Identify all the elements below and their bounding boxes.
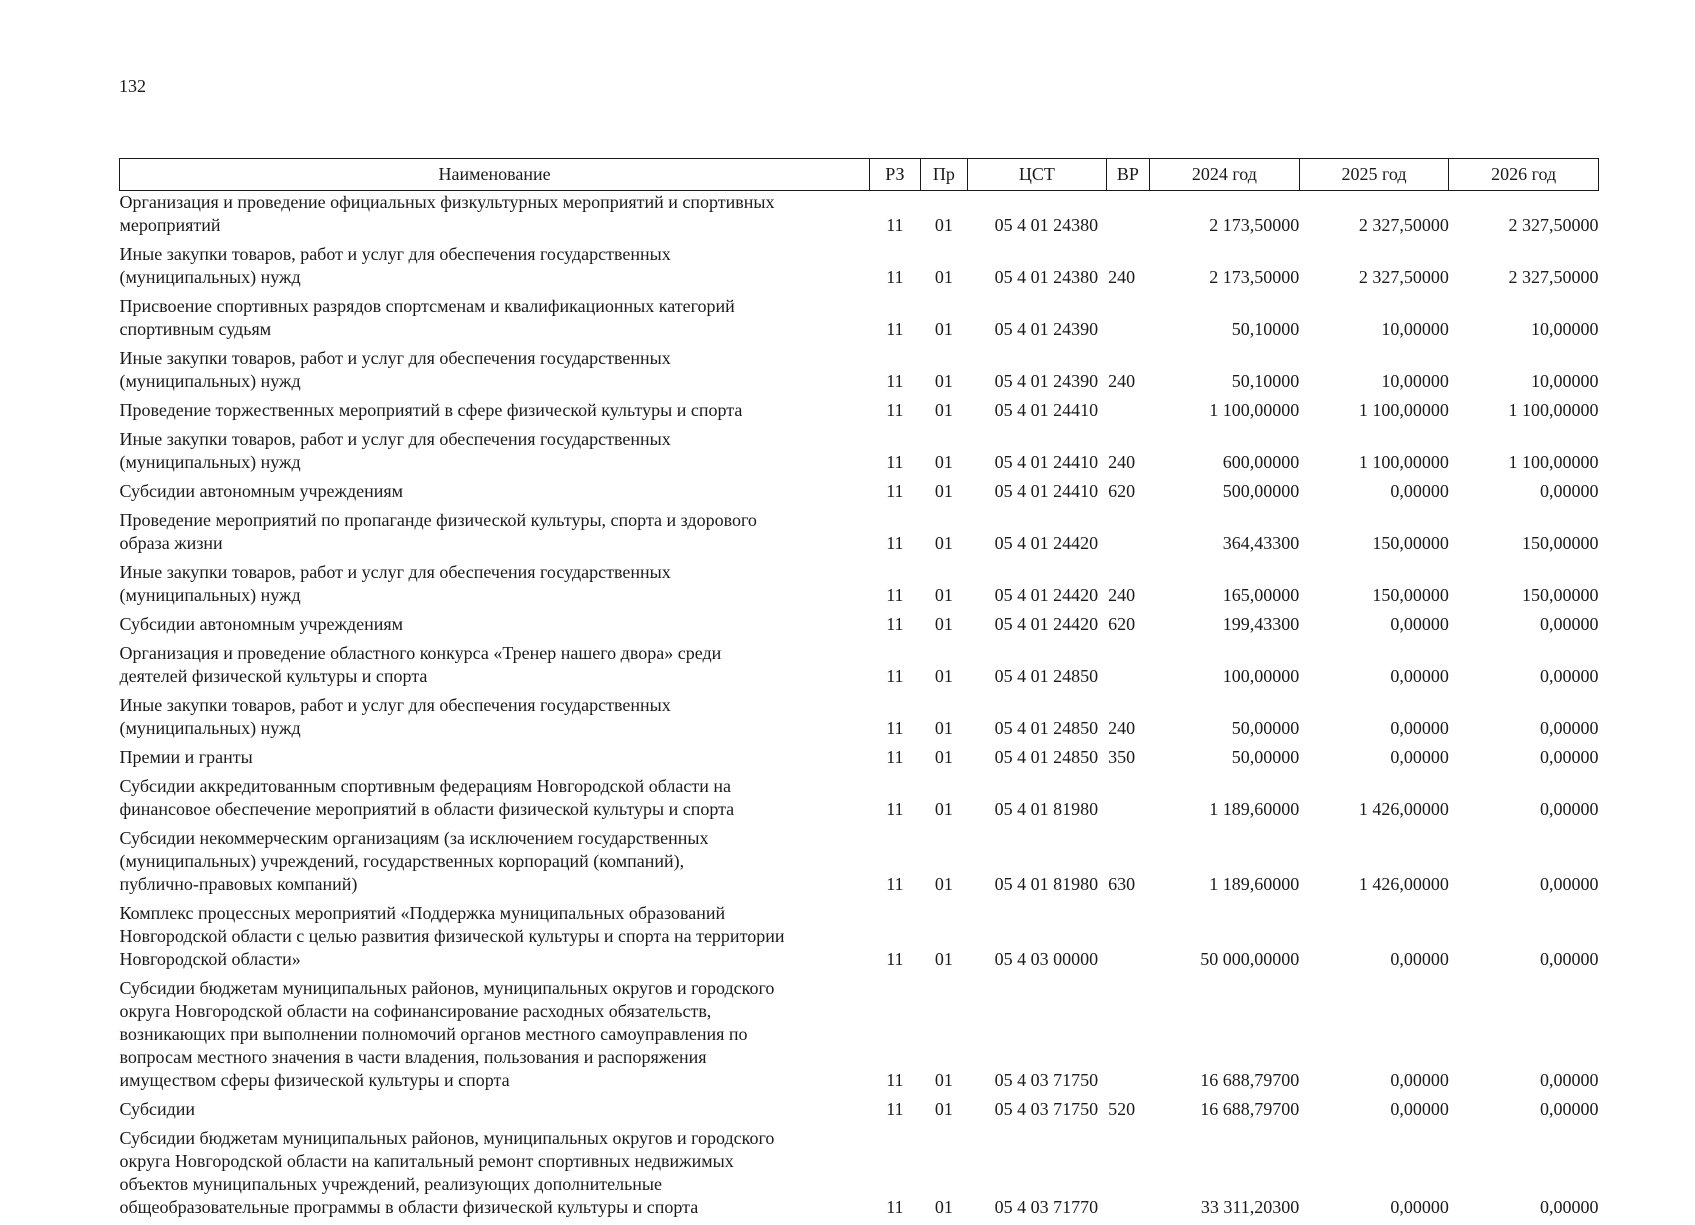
- row-vr: [1106, 509, 1149, 561]
- row-2025: 0,00000: [1299, 642, 1449, 694]
- table-row: [120, 428, 1599, 480]
- row-rz: 11: [870, 191, 921, 244]
- table-row: [120, 480, 1599, 509]
- row-2026: 1 100,00000: [1449, 399, 1599, 428]
- row-2024: 50,00000: [1150, 694, 1300, 746]
- row-rz: 11: [870, 428, 921, 480]
- row-pr: 01: [920, 509, 968, 561]
- row-vr: 240: [1106, 428, 1149, 480]
- row-name: Субсидии: [120, 1098, 870, 1127]
- row-vr: [1106, 977, 1149, 1098]
- header-cst: ЦСТ: [968, 159, 1106, 191]
- row-name: Иные закупки товаров, работ и услуг для обеспечения государственных (муниципальных) нужд: [120, 428, 870, 480]
- row-2025: 0,00000: [1299, 613, 1449, 642]
- row-2025: 1 100,00000: [1299, 399, 1449, 428]
- row-rz: 11: [870, 347, 921, 399]
- table-header-row: [120, 159, 1599, 191]
- table-row: [120, 694, 1599, 746]
- row-rz: 11: [870, 399, 921, 428]
- row-name: Комплекс процессных мероприятий «Поддержка муниципальных образований Новгородской области с целью развития физической культуры и спорта на территории Новгородской области»: [120, 902, 870, 977]
- header-name: Наименование: [120, 159, 870, 191]
- row-pr: 01: [920, 480, 968, 509]
- table-row: [120, 347, 1599, 399]
- row-rz: 11: [870, 613, 921, 642]
- table-row: [120, 1098, 1599, 1127]
- row-rz: 11: [870, 827, 921, 902]
- table-row: [120, 1127, 1599, 1225]
- row-2025: 10,00000: [1299, 295, 1449, 347]
- table-body: [120, 191, 1599, 1225]
- row-vr: 240: [1106, 561, 1149, 613]
- row-2025: 0,00000: [1299, 694, 1449, 746]
- row-2024: 500,00000: [1150, 480, 1300, 509]
- row-pr: 01: [920, 347, 968, 399]
- row-cst: 05 4 01 24410: [968, 399, 1106, 428]
- row-2025: 0,00000: [1299, 977, 1449, 1098]
- row-2026: 150,00000: [1449, 509, 1599, 561]
- row-2026: 1 100,00000: [1449, 428, 1599, 480]
- row-name: Субсидии бюджетам муниципальных районов, муниципальных округов и городского округа Новгородской области на софинансирование расходных обязательств, возникающих при выполнении полномочий органов местного самоуправления по вопросам местного значения в части владения, пользования и распоряжения имуществом сферы физической культуры и спорта: [120, 977, 870, 1098]
- row-2024: 100,00000: [1150, 642, 1300, 694]
- row-2024: 199,43300: [1150, 613, 1300, 642]
- table-row: [120, 775, 1599, 827]
- row-name: Проведение мероприятий по пропаганде физической культуры, спорта и здорового образа жизни: [120, 509, 870, 561]
- row-2025: 1 426,00000: [1299, 775, 1449, 827]
- row-2024: 50 000,00000: [1150, 902, 1300, 977]
- row-2024: 1 189,60000: [1150, 775, 1300, 827]
- row-vr: 630: [1106, 827, 1149, 902]
- table-row: [120, 827, 1599, 902]
- row-cst: 05 4 01 24410: [968, 428, 1106, 480]
- row-pr: 01: [920, 399, 968, 428]
- row-2026: 0,00000: [1449, 694, 1599, 746]
- row-cst: 05 4 01 81980: [968, 827, 1106, 902]
- header-pr: Пр: [920, 159, 968, 191]
- row-2025: 150,00000: [1299, 561, 1449, 613]
- row-pr: 01: [920, 902, 968, 977]
- header-2026: 2026 год: [1449, 159, 1599, 191]
- row-2024: 50,00000: [1150, 746, 1300, 775]
- row-2026: 10,00000: [1449, 347, 1599, 399]
- row-cst: 05 4 01 24380: [968, 243, 1106, 295]
- row-pr: 01: [920, 295, 968, 347]
- row-pr: 01: [920, 977, 968, 1098]
- row-2026: 0,00000: [1449, 827, 1599, 902]
- table-row: [120, 746, 1599, 775]
- row-rz: 11: [870, 694, 921, 746]
- row-2026: 10,00000: [1449, 295, 1599, 347]
- row-2025: 2 327,50000: [1299, 243, 1449, 295]
- row-cst: 05 4 01 24420: [968, 613, 1106, 642]
- row-name: Иные закупки товаров, работ и услуг для обеспечения государственных (муниципальных) нужд: [120, 694, 870, 746]
- row-name: Иные закупки товаров, работ и услуг для обеспечения государственных (муниципальных) нужд: [120, 561, 870, 613]
- row-rz: 11: [870, 509, 921, 561]
- table-row: [120, 399, 1599, 428]
- row-vr: [1106, 902, 1149, 977]
- row-2026: 2 327,50000: [1449, 243, 1599, 295]
- row-2024: 16 688,79700: [1150, 1098, 1300, 1127]
- row-cst: 05 4 03 71750: [968, 977, 1106, 1098]
- row-2026: 0,00000: [1449, 1098, 1599, 1127]
- row-name: Организация и проведение областного конкурса «Тренер нашего двора» среди деятелей физической культуры и спорта: [120, 642, 870, 694]
- row-vr: 240: [1106, 347, 1149, 399]
- row-cst: 05 4 01 24390: [968, 347, 1106, 399]
- row-name: Иные закупки товаров, работ и услуг для обеспечения государственных (муниципальных) нужд: [120, 347, 870, 399]
- row-vr: [1106, 295, 1149, 347]
- row-2024: 165,00000: [1150, 561, 1300, 613]
- row-vr: 240: [1106, 243, 1149, 295]
- row-2024: 600,00000: [1150, 428, 1300, 480]
- row-cst: 05 4 01 24390: [968, 295, 1106, 347]
- row-2025: 1 426,00000: [1299, 827, 1449, 902]
- row-vr: [1106, 775, 1149, 827]
- row-vr: 620: [1106, 480, 1149, 509]
- header-vr: ВР: [1106, 159, 1149, 191]
- row-2024: 16 688,79700: [1150, 977, 1300, 1098]
- table-row: [120, 642, 1599, 694]
- row-pr: 01: [920, 613, 968, 642]
- row-name: Присвоение спортивных разрядов спортсменам и квалификационных категорий спортивным судьям: [120, 295, 870, 347]
- row-pr: 01: [920, 694, 968, 746]
- row-2026: 0,00000: [1449, 1127, 1599, 1225]
- row-2025: 0,00000: [1299, 902, 1449, 977]
- header-2025: 2025 год: [1299, 159, 1449, 191]
- row-cst: 05 4 01 24850: [968, 642, 1106, 694]
- row-pr: 01: [920, 775, 968, 827]
- row-vr: [1106, 399, 1149, 428]
- row-cst: 05 4 01 24410: [968, 480, 1106, 509]
- row-name: Проведение торжественных мероприятий в сфере физической культуры и спорта: [120, 399, 870, 428]
- row-2026: 0,00000: [1449, 977, 1599, 1098]
- row-name: Субсидии автономным учреждениям: [120, 613, 870, 642]
- row-2026: 0,00000: [1449, 642, 1599, 694]
- table-row: [120, 561, 1599, 613]
- table-row: [120, 243, 1599, 295]
- row-pr: 01: [920, 428, 968, 480]
- row-pr: 01: [920, 1098, 968, 1127]
- row-vr: [1106, 191, 1149, 244]
- row-cst: 05 4 03 71770: [968, 1127, 1106, 1225]
- row-2024: 2 173,50000: [1150, 191, 1300, 244]
- row-rz: 11: [870, 1098, 921, 1127]
- row-2025: 150,00000: [1299, 509, 1449, 561]
- row-pr: 01: [920, 191, 968, 244]
- row-pr: 01: [920, 243, 968, 295]
- row-pr: 01: [920, 1127, 968, 1225]
- row-2025: 10,00000: [1299, 347, 1449, 399]
- row-2026: 0,00000: [1449, 613, 1599, 642]
- row-rz: 11: [870, 746, 921, 775]
- row-vr: 350: [1106, 746, 1149, 775]
- row-2024: 1 189,60000: [1150, 827, 1300, 902]
- row-pr: 01: [920, 642, 968, 694]
- row-rz: 11: [870, 561, 921, 613]
- row-name: Субсидии аккредитованным спортивным федерациям Новгородской области на финансовое обеспечение мероприятий в области физической культуры и спорта: [120, 775, 870, 827]
- table-row: [120, 295, 1599, 347]
- table-row: [120, 509, 1599, 561]
- row-vr: [1106, 642, 1149, 694]
- row-name: Премии и гранты: [120, 746, 870, 775]
- row-cst: 05 4 01 24420: [968, 509, 1106, 561]
- row-2025: 2 327,50000: [1299, 191, 1449, 244]
- table-row: [120, 613, 1599, 642]
- row-2024: 2 173,50000: [1150, 243, 1300, 295]
- row-2025: 1 100,00000: [1299, 428, 1449, 480]
- row-rz: 11: [870, 1127, 921, 1225]
- row-2024: 50,10000: [1150, 295, 1300, 347]
- table-row: [120, 977, 1599, 1098]
- row-rz: 11: [870, 977, 921, 1098]
- budget-table: [119, 158, 1599, 1225]
- row-cst: 05 4 03 00000: [968, 902, 1106, 977]
- row-cst: 05 4 01 24850: [968, 694, 1106, 746]
- row-name: Организация и проведение официальных физкультурных мероприятий и спортивных мероприятий: [120, 191, 870, 244]
- row-2026: 2 327,50000: [1449, 191, 1599, 244]
- row-2024: 50,10000: [1150, 347, 1300, 399]
- row-pr: 01: [920, 746, 968, 775]
- row-2026: 150,00000: [1449, 561, 1599, 613]
- row-rz: 11: [870, 775, 921, 827]
- header-rz: РЗ: [870, 159, 921, 191]
- row-cst: 05 4 01 24380: [968, 191, 1106, 244]
- row-name: Иные закупки товаров, работ и услуг для обеспечения государственных (муниципальных) нужд: [120, 243, 870, 295]
- row-vr: [1106, 1127, 1149, 1225]
- row-2024: 364,43300: [1150, 509, 1300, 561]
- row-pr: 01: [920, 561, 968, 613]
- row-2025: 0,00000: [1299, 480, 1449, 509]
- row-2025: 0,00000: [1299, 1127, 1449, 1225]
- row-cst: 05 4 01 24850: [968, 746, 1106, 775]
- row-rz: 11: [870, 642, 921, 694]
- row-cst: 05 4 03 71750: [968, 1098, 1106, 1127]
- row-rz: 11: [870, 243, 921, 295]
- row-rz: 11: [870, 295, 921, 347]
- header-2024: 2024 год: [1150, 159, 1300, 191]
- row-2025: 0,00000: [1299, 746, 1449, 775]
- row-rz: 11: [870, 480, 921, 509]
- row-rz: 11: [870, 902, 921, 977]
- row-cst: 05 4 01 24420: [968, 561, 1106, 613]
- row-2025: 0,00000: [1299, 1098, 1449, 1127]
- table-row: [120, 191, 1599, 244]
- page-number: 132: [119, 76, 146, 97]
- row-vr: 620: [1106, 613, 1149, 642]
- table-row: [120, 902, 1599, 977]
- row-2026: 0,00000: [1449, 902, 1599, 977]
- row-name: Субсидии автономным учреждениям: [120, 480, 870, 509]
- row-vr: 520: [1106, 1098, 1149, 1127]
- row-cst: 05 4 01 81980: [968, 775, 1106, 827]
- row-2026: 0,00000: [1449, 746, 1599, 775]
- row-pr: 01: [920, 827, 968, 902]
- row-name: Субсидии некоммерческим организациям (за исключением государственных (муниципальных) учреждений, государственных корпораций (компаний), публично-правовых компаний): [120, 827, 870, 902]
- row-name: Субсидии бюджетам муниципальных районов, муниципальных округов и городского округа Новгородской области на капитальный ремонт спортивных недвижимых объектов муниципальных учреждений, реализующих дополнительные общеобразовательные программы в области физической культуры и спорта: [120, 1127, 870, 1225]
- row-2024: 1 100,00000: [1150, 399, 1300, 428]
- row-2024: 33 311,20300: [1150, 1127, 1300, 1225]
- row-vr: 240: [1106, 694, 1149, 746]
- row-2026: 0,00000: [1449, 775, 1599, 827]
- row-2026: 0,00000: [1449, 480, 1599, 509]
